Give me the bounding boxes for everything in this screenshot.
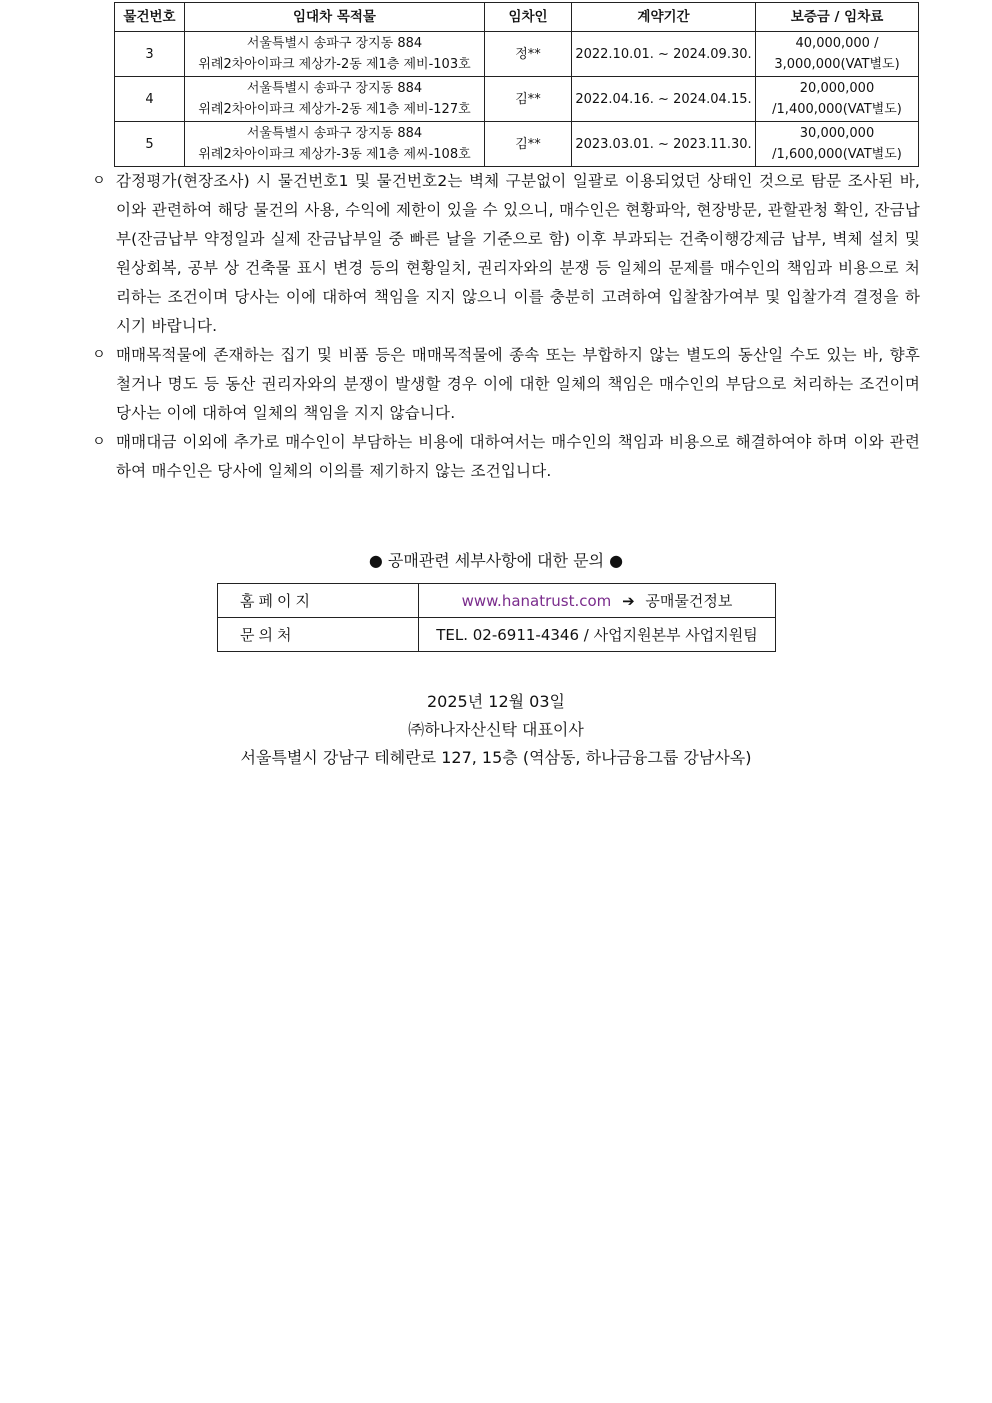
cell-address	[185, 77, 485, 122]
header-deposit-rent: 보증금 / 임차료	[756, 3, 919, 32]
cell-item-no: 4	[115, 77, 185, 122]
note-text: 매매대금 이외에 추가로 매수인이 부담하는 비용에 대하여서는 매수인의 책임과 비용으로 해결하여야 하며 이와 관련하여 매수인은 당사에 일체의 이의를 제기하지 않는 조건입니다.	[116, 433, 920, 480]
address-line: 서울특별시 송파구 장지동 884	[246, 36, 423, 51]
note-item	[90, 167, 920, 341]
rent-value: /1,400,000(VAT별도)	[772, 102, 902, 117]
company-representative: ㈜하나자산신탁 대표이사	[408, 720, 584, 739]
deposit-value: 40,000,000 /	[795, 36, 879, 51]
cell-period: 2022.10.01. ~ 2024.09.30.	[572, 32, 756, 77]
contact-value: TEL. 02-6911-4346 / 사업지원본부 사업지원팀	[419, 618, 776, 652]
cell-address	[185, 122, 485, 167]
address-line: 위례2차아이파크 제상가-2동 제1층 제비-127호	[198, 102, 471, 117]
inquiry-row-homepage	[218, 584, 776, 618]
address-line: 위례2차아이파크 제상가-3동 제1층 제씨-108호	[198, 147, 471, 162]
note-text: 매매목적물에 존재하는 집기 및 비품 등은 매매목적물에 종속 또는 부합하지 않는 별도의 동산일 수도 있는 바, 향후 철거나 명도 등 동산 권리자와의 분쟁이 발생할 경우 이에 대한 일체의 책임은 매수인의 부담으로 처리하는 조건이며 당사는 이에 대하여 일체의 책임을 지지 않습니다.	[116, 346, 920, 422]
circle-bullet-icon: ㅇ	[92, 347, 106, 363]
note-item	[90, 341, 920, 428]
circle-bullet-icon: ㅇ	[92, 173, 106, 189]
cell-tenant: 정**	[485, 32, 572, 77]
header-period: 계약기간	[572, 3, 756, 32]
header-tenant: 임차인	[485, 3, 572, 32]
issue-date: 2025년 12월 03일	[427, 692, 565, 711]
address-line: 서울특별시 송파구 장지동 884	[246, 81, 423, 96]
cell-address	[185, 32, 485, 77]
deposit-value: 30,000,000	[799, 126, 875, 141]
header-lease-object: 임대차 목적물	[185, 3, 485, 32]
notes-section	[90, 167, 920, 486]
cell-item-no: 3	[115, 32, 185, 77]
cell-period: 2022.04.16. ~ 2024.04.15.	[572, 77, 756, 122]
cell-period: 2023.03.01. ~ 2023.11.30.	[572, 122, 756, 167]
table-row	[115, 122, 919, 167]
cell-item-no: 5	[115, 122, 185, 167]
address-line: 위례2차아이파크 제상가-2동 제1층 제비-103호	[198, 57, 471, 72]
homepage-menu-text: 공매물건정보	[645, 592, 733, 610]
inquiry-title: ● 공매관련 세부사항에 대한 문의 ●	[368, 551, 624, 570]
arrow-right-icon: ➔	[622, 592, 635, 610]
cell-tenant: 김**	[485, 122, 572, 167]
table-header-row	[115, 3, 919, 32]
rent-value: 3,000,000(VAT별도)	[774, 57, 900, 72]
contact-label: 문의처	[218, 618, 419, 652]
cell-deposit-rent	[756, 77, 919, 122]
address-line: 서울특별시 송파구 장지동 884	[246, 126, 423, 141]
deposit-value: 20,000,000	[799, 81, 875, 96]
circle-bullet-icon: ㅇ	[92, 434, 106, 450]
company-address: 서울특별시 강남구 테헤란로 127, 15층 (역삼동, 하나금융그룹 강남사옥)	[240, 748, 752, 767]
note-item	[90, 428, 920, 486]
table-row	[115, 32, 919, 77]
homepage-label: 홈페이지	[218, 584, 419, 618]
inquiry-row-contact	[218, 618, 776, 652]
cell-deposit-rent	[756, 32, 919, 77]
table-row	[115, 77, 919, 122]
inquiry-table	[217, 583, 776, 652]
cell-deposit-rent	[756, 122, 919, 167]
note-text: 감정평가(현장조사) 시 물건번호1 및 물건번호2는 벽체 구분없이 일괄로 이용되었던 상태인 것으로 탐문 조사된 바, 이와 관련하여 해당 물건의 사용, 수익에 제한이 있을 수 있으니, 매수인은 현황파악, 현장방문, 관할관청 확인, 잔금납부(잔금납부 약정일과 실제 잔금납부일 중 빠른 날을 기준으로 함) 이후 부과되는 건축이행강제금 납부, 벽체 설치 및 원상회복, 공부 상 건축물 표시 변경 등의 현황일치, 권리자와의 분쟁 등 일체의 문제를 매수인의 책임과 비용으로 처리하는 조건이며 당사는 이에 대하여 책임을 지지 않으니 이를 충분히 고려하여 입찰참가여부 및 입찰가격 결정을 하시기 바랍니다.	[116, 172, 920, 335]
homepage-value	[419, 584, 776, 618]
cell-tenant: 김**	[485, 77, 572, 122]
footer	[0, 688, 992, 772]
rent-value: /1,600,000(VAT별도)	[772, 147, 902, 162]
lease-table	[114, 2, 919, 167]
homepage-link[interactable]: www.hanatrust.com	[461, 592, 612, 610]
header-item-no: 물건번호	[115, 3, 185, 32]
